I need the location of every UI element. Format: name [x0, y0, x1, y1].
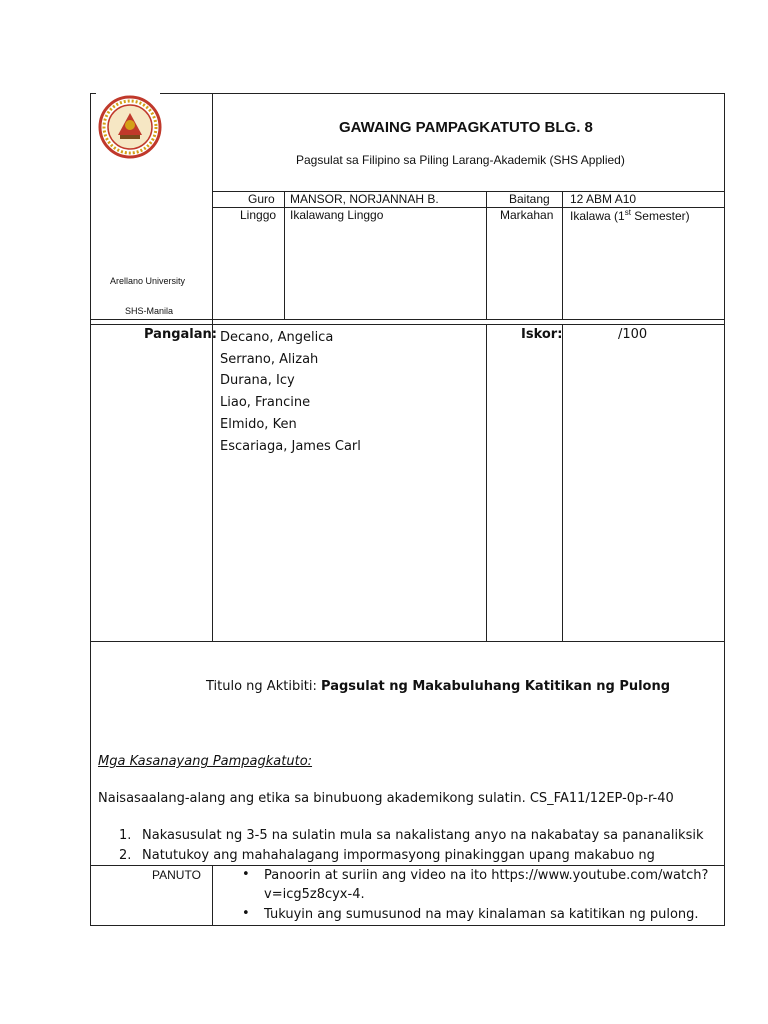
- competency-text: Naisasaalang-alang ang etika sa binubuong akademikong sulatin. CS_FA11/12EP-0p-r-40: [98, 791, 674, 806]
- objective-item-2: Natutukoy ang mahahalagang impormasyong pinakinggan upang makabuo ng: [142, 848, 655, 863]
- objective-number-2: 2.: [119, 848, 132, 863]
- panuto-divider: [212, 865, 213, 926]
- top-border: [160, 93, 725, 94]
- markahan-label: Markahan: [500, 208, 554, 222]
- corner-tick: [90, 93, 96, 94]
- panuto-label: PANUTO: [152, 868, 201, 882]
- activity-sheet: [90, 93, 725, 926]
- bullet-icon: •: [242, 867, 250, 882]
- list-item: Decano, Angelica: [220, 330, 334, 345]
- baitang-label: Baitang: [509, 192, 550, 206]
- page-subtitle: Pagsulat sa Filipino sa Piling Larang-Akademik (SHS Applied): [296, 153, 625, 167]
- names-list: [220, 327, 361, 457]
- list-item: Liao, Francine: [220, 395, 311, 411]
- baitang-value: 12 ABM A10: [570, 192, 637, 206]
- school-name: Arellano University: [110, 276, 186, 286]
- info-divider-1: [284, 191, 285, 319]
- markahan-value: Ikalawa (1st Semester): [570, 208, 690, 223]
- info-divider-3: [562, 191, 563, 319]
- header-bottom-line-2: [90, 324, 725, 325]
- linggo-value: Ikalawang Linggo: [290, 208, 384, 222]
- iskor-value: /100: [618, 327, 648, 342]
- guro-value: MANSOR, NORJANNAH B.: [290, 192, 439, 206]
- linggo-label: Linggo: [240, 208, 277, 222]
- header-bottom-line-1: [90, 319, 725, 320]
- list-item: Elmido, Ken: [220, 416, 297, 432]
- activity-title: Titulo ng Aktibiti: Pagsulat ng Makabuluhang Katitikan ng Pulong: [206, 679, 671, 694]
- competency-heading: Mga Kasanayang Pampagkatuto:: [98, 754, 313, 769]
- panuto-top-line: [90, 865, 725, 866]
- left-column-divider: [212, 93, 213, 641]
- list-item: Escariaga, James Carl: [220, 438, 361, 454]
- panuto-item-1-cont: v=icg5z8cyx-4.: [264, 887, 365, 902]
- names-divider-2: [562, 324, 563, 641]
- guro-label: Guro: [248, 192, 275, 206]
- panuto-item-2: Tukuyin ang sumusunod na may kinalaman sa katitikan ng pulong.: [264, 907, 699, 922]
- university-seal-logo: [98, 95, 162, 159]
- info-top-line: [212, 191, 725, 192]
- objective-item-1: Nakasusulat ng 3-5 na sulatin mula sa nakalistang anyo na nakabatay sa pananaliksik: [142, 828, 704, 843]
- list-item: Durana, Icy: [220, 373, 295, 389]
- info-divider-2: [486, 191, 487, 319]
- list-item: Serrano, Alizah: [220, 351, 319, 367]
- bottom-border: [90, 925, 725, 926]
- objective-number-1: 1.: [119, 828, 132, 843]
- school-branch: SHS-Manila: [125, 306, 174, 316]
- iskor-label: Iskor:: [521, 327, 563, 342]
- page-title: GAWAING PAMPAGKATUTO BLG. 8: [339, 119, 593, 136]
- bullet-icon: •: [242, 906, 250, 921]
- left-border: [90, 93, 91, 926]
- names-bottom-line: [90, 641, 725, 642]
- names-divider-1: [486, 324, 487, 641]
- pangalan-label: Pangalan:: [144, 327, 217, 342]
- right-border: [724, 93, 725, 926]
- panuto-item-1: Panoorin at suriin ang video na ito https://www.youtube.com/watch?: [264, 868, 709, 883]
